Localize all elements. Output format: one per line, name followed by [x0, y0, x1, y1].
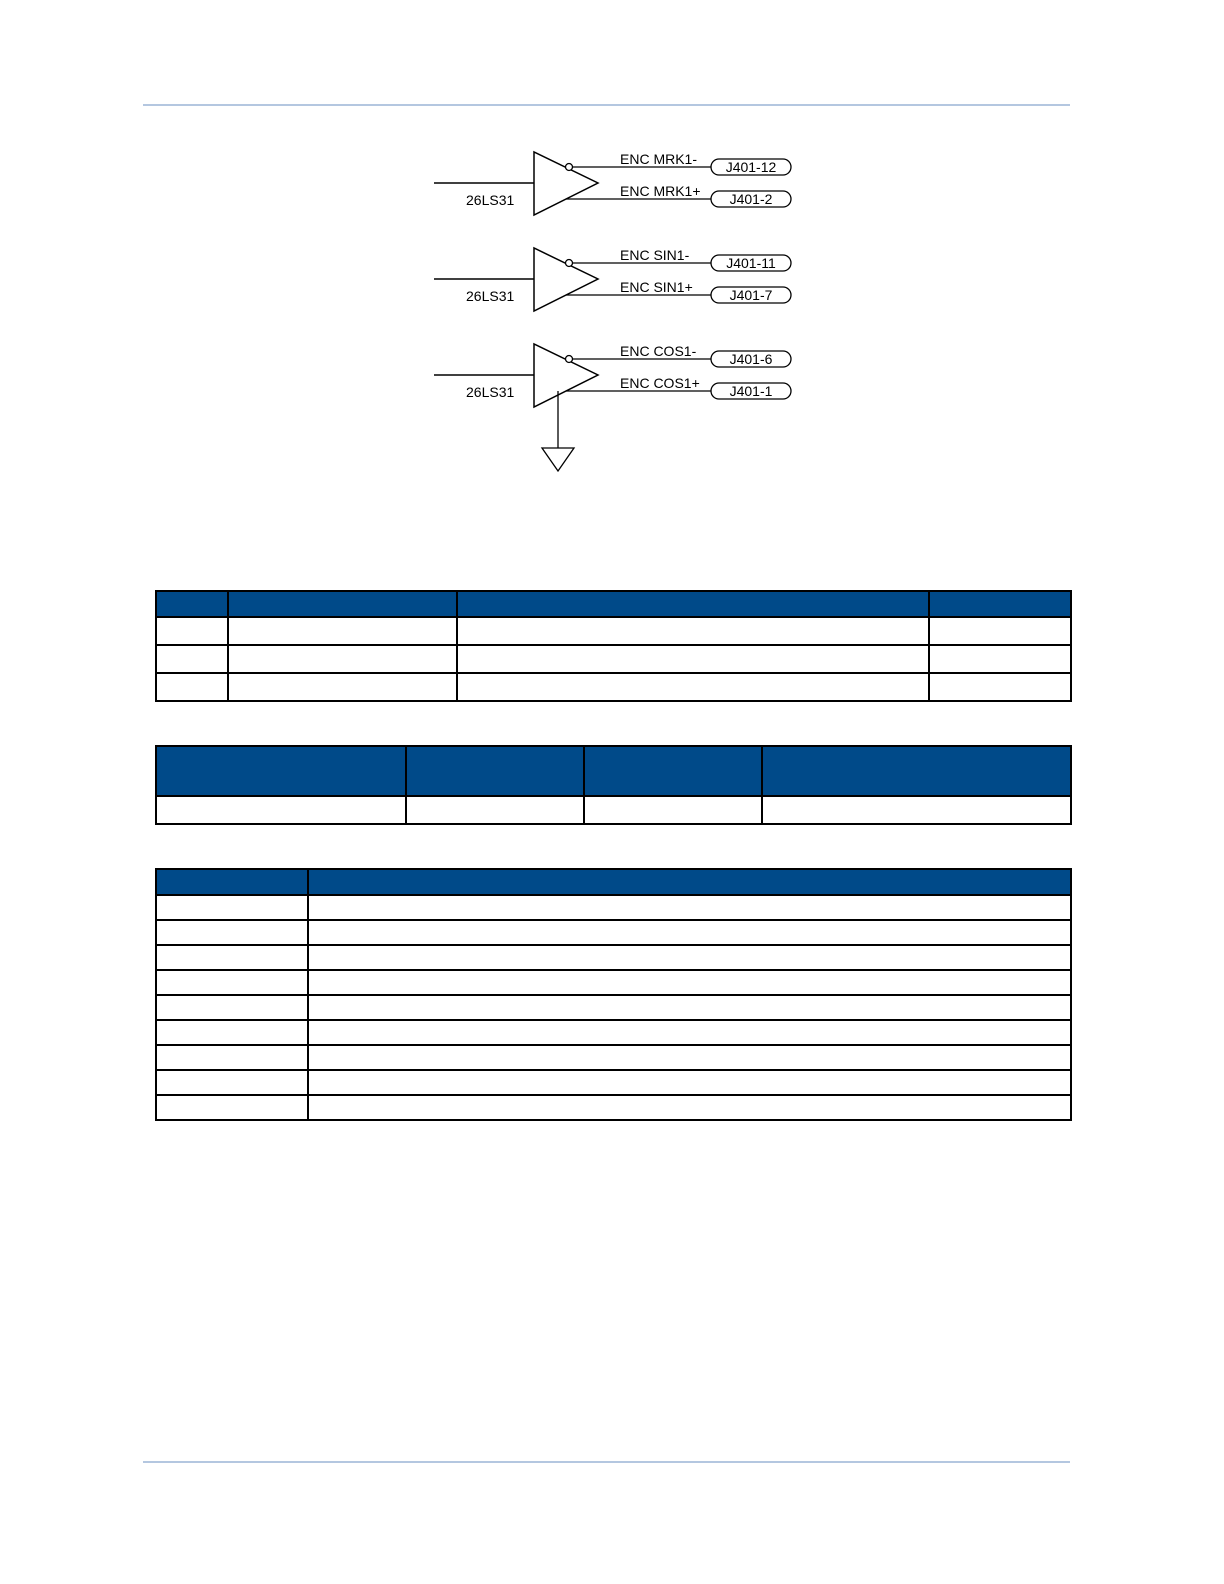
table-cell — [406, 796, 584, 824]
table-header-row — [156, 591, 1071, 617]
table-header-row — [156, 869, 1071, 895]
table-cell — [929, 645, 1071, 673]
table-cell — [457, 645, 929, 673]
table-cell — [156, 1070, 308, 1095]
table-cell — [929, 673, 1071, 701]
table-row — [156, 945, 1071, 970]
table-cell — [156, 895, 308, 920]
table-cell — [228, 645, 457, 673]
table-cell — [156, 1045, 308, 1070]
table-row — [156, 796, 1071, 824]
signal-label-neg: ENC COS1- — [620, 343, 697, 359]
footer-rule — [143, 1461, 1070, 1463]
table-cell — [308, 970, 1071, 995]
table-cell — [762, 796, 1071, 824]
table-cell — [156, 995, 308, 1020]
table-cell — [156, 796, 406, 824]
header-cell — [406, 746, 584, 796]
connector-pin-label: J401-12 — [725, 159, 777, 175]
table-row — [156, 970, 1071, 995]
chip-label: 26LS31 — [466, 288, 515, 304]
signal-label-pos: ENC MRK1+ — [620, 183, 701, 199]
table-row — [156, 1070, 1071, 1095]
header-cell — [156, 869, 308, 895]
table-cell — [308, 945, 1071, 970]
header-cell — [308, 869, 1071, 895]
connector-pin-label: J401-6 — [729, 351, 773, 367]
signal-label-neg: ENC MRK1- — [620, 151, 698, 167]
inversion-bubble-icon — [566, 260, 573, 267]
table-cell — [308, 920, 1071, 945]
table-cell — [584, 796, 762, 824]
table-row — [156, 920, 1071, 945]
buffer-triangle-icon — [534, 344, 598, 407]
table-cell — [457, 673, 929, 701]
table-header-row — [156, 746, 1071, 796]
table-cell — [156, 645, 228, 673]
connector-pin-label: J401-7 — [729, 287, 773, 303]
header-cell — [762, 746, 1071, 796]
header-cell — [457, 591, 929, 617]
table-row — [156, 1095, 1071, 1120]
table-row — [156, 1045, 1071, 1070]
spec-table — [155, 745, 1072, 825]
header-cell — [929, 591, 1071, 617]
table-cell — [929, 617, 1071, 645]
signal-label-pos: ENC COS1+ — [620, 375, 700, 391]
table-cell — [156, 945, 308, 970]
header-cell — [156, 591, 228, 617]
buffer-triangle-icon — [534, 248, 598, 311]
signal-label-neg: ENC SIN1- — [620, 247, 690, 263]
header-cell — [156, 746, 406, 796]
connector-pin-label: J401-11 — [726, 255, 776, 271]
chip-label: 26LS31 — [466, 192, 515, 208]
signal-label-pos: ENC SIN1+ — [620, 279, 693, 295]
table-row — [156, 673, 1071, 701]
ground-icon — [542, 448, 574, 471]
header-cell — [584, 746, 762, 796]
table-cell — [156, 673, 228, 701]
chip-label: 26LS31 — [466, 384, 515, 400]
buffer-triangle-icon — [534, 152, 598, 215]
table-cell — [228, 673, 457, 701]
table-row — [156, 1020, 1071, 1045]
table-cell — [308, 1095, 1071, 1120]
table-cell — [308, 1020, 1071, 1045]
header-cell — [228, 591, 457, 617]
table-cell — [156, 617, 228, 645]
table-cell — [156, 970, 308, 995]
inversion-bubble-icon — [566, 164, 573, 171]
table-cell — [308, 995, 1071, 1020]
table-row — [156, 617, 1071, 645]
table-row — [156, 895, 1071, 920]
parameter-table — [155, 868, 1072, 1121]
connector-pin-label: J401-1 — [729, 383, 773, 399]
pin-table — [155, 590, 1072, 702]
table-cell — [156, 920, 308, 945]
table-cell — [457, 617, 929, 645]
table-cell — [228, 617, 457, 645]
table-cell — [156, 1020, 308, 1045]
table-cell — [308, 1045, 1071, 1070]
encoder-driver-schematic — [0, 0, 1224, 560]
connector-pin-label: J401-2 — [729, 191, 773, 207]
table-cell — [156, 1095, 308, 1120]
inversion-bubble-icon — [566, 356, 573, 363]
table-row — [156, 995, 1071, 1020]
table-cell — [308, 895, 1071, 920]
table-row — [156, 645, 1071, 673]
table-cell — [308, 1070, 1071, 1095]
